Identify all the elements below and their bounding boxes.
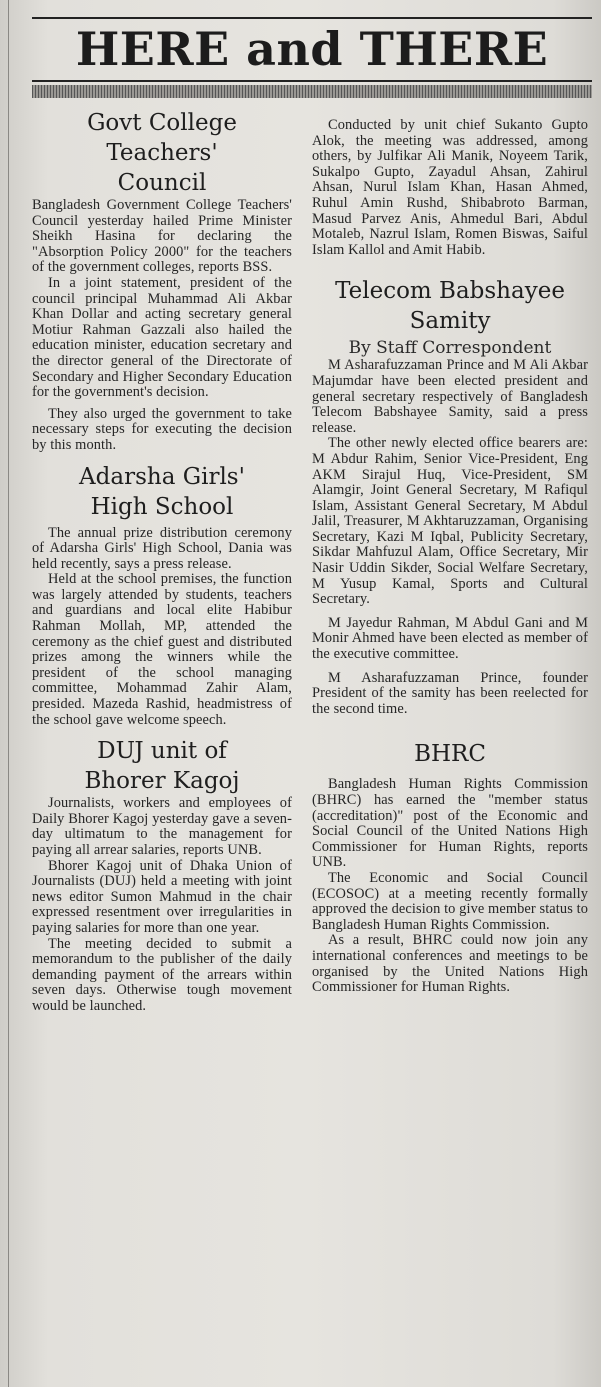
article-paragraph: M Asharafuzzaman Prince and M Ali Akbar Majumdar have been elected president and general secretary respectively of Bangladesh Telecom Babshayee Samity, said a press release. [312,357,588,436]
article-paragraph: Held at the school premises, the function was largely attended by students, teachers and guardians and local elite Habibur Rahman Mollah, MP, attended the ceremony as the chief guest and distributed prizes among the winners while the president of the school managing committee, Mohammad Zahir Alam, presided. Mazeda Rashid, headmistress of the school gave welcome speech. [32,571,292,728]
article-body [312,118,588,258]
article-paragraph: Bhorer Kagoj unit of Dhaka Union of Journalists (DUJ) held a meeting with joint news editor Sumon Mahmud in the chair expressed resentment over irregularities in paying salaries for more than one year. [32,857,292,936]
article-paragraph: Journalists, workers and employees of Daily Bhorer Kagoj yesterday gave a seven-day ultimatum to the management for paying all arrear salaries, reports UNB. [32,795,292,858]
article-duj-bhorer-kagoj [32,736,292,1014]
article-bhrc [312,739,588,995]
masthead-bottom-rule [32,80,592,82]
article-paragraph: In a joint statement, president of the council principal Muhammad Ali Akbar Khan Dollar and acting secretary general Motiur Rahman Gazzali also hailed the education minister, education secretary and the director general of the Directorate of Secondary and Higher Secondary Education for the government's decision. [32,274,292,401]
article-paragraph: The meeting decided to submit a memorandum to the publisher of the daily demanding payment of the arrears within seven days. Otherwise tough movement would be launched. [32,935,292,1014]
article-paragraph: The annual prize distribution ceremony of Adarsha Girls' High School, Dania was held recently, says a press release. [32,524,292,572]
article-headline: Telecom Babshayee Samity [335,278,565,335]
article-paragraph: Bangladesh Human Rights Commission (BHRC) has earned the "member status (accreditation)" post of the Economic and Social Council of the United Nations High Commissioner for Human Rights, reports UNB. [312,776,588,871]
article-body [32,198,292,454]
page-edge-line [8,0,9,1387]
article-paragraph: They also urged the government to take necessary steps for executing the decision by this month. [32,405,292,453]
article-headline: DUJ unit of Bhorer Kagoj [84,738,240,795]
masthead-shaded-band [32,85,592,98]
article-paragraph: Conducted by unit chief Sukanto Gupto Alok, the meeting was addressed, among others, by Julfikar Ali Manik, Noyeem Tarik, Sukalpo Gupto, Zayadul Ahsan, Zahirul Ahsan, Nurul Islam Khan, Hasan Ahmed, Ruhul Amin Rushd, Shibabroto Barman, Masud Parvez Anis, Ahmedul Bari, Abdul Motaleb, Nazrul Islam, Romen Biswas, Saiful Islam Kallol and Amit Habib. [312,117,588,258]
article-paragraph: The other newly elected office bearers are: M Abdur Rahim, Senior Vice-President, Eng AKM Sirajul Huq, Vice-President, SM Alamgir, Joint General Secretary, M Rafiqul Islam, Assistant General Secretary, M Abdul Jalil, Treasurer, M Akhtaruzzaman, Organising Secretary, Kazi M Iqbal, Publicity Secretary, Sikdar Mahfuzul Alam, Office Secretary, Mir Nasir Uddin Sikder, Social Welfare Secretary, M Yusup Kamal, Sports and Cultural Secretary. [312,435,588,608]
article-body [32,526,292,729]
article-body [312,777,588,995]
article-telecom-samity [312,276,588,717]
masthead: HERE and THERE [75,22,549,76]
article-paragraph: As a result, BHRC could now join any international conferences and meetings to be organised by the United Nations High Commissioner for Human Rights. [312,932,588,996]
article-body [32,796,292,1014]
article-headline: Adarsha Girls' High School [79,463,245,520]
article-body [312,358,588,717]
article-headline: BHRC [414,741,486,768]
article-duj-continued [312,118,588,258]
article-paragraph: M Jayedur Rahman, M Abdul Gani and M Monir Ahmed have been elected as member of the executive committee. [312,614,588,663]
article-govt-college [32,108,292,454]
article-paragraph: The Economic and Social Council (ECOSOC) at a meeting recently formally approved the decision to give member status to Bangladesh Human Rights Commission. [312,869,588,933]
article-headline: Govt College Teachers' Council [87,110,237,196]
article-paragraph: M Asharafuzzaman Prince, founder President of the samity has been reelected for the second time. [312,669,588,717]
article-paragraph: Bangladesh Government College Teachers' Council yesterday hailed Prime Minister Sheikh Hasina for declaring the "Absorption Policy 2000" for the teachers of the government colleges, reports BSS. [32,197,292,276]
article-adarsha-school [32,462,292,729]
left-column [32,108,292,1015]
article-byline: By Staff Correspondent [348,338,552,359]
right-column [312,108,588,996]
